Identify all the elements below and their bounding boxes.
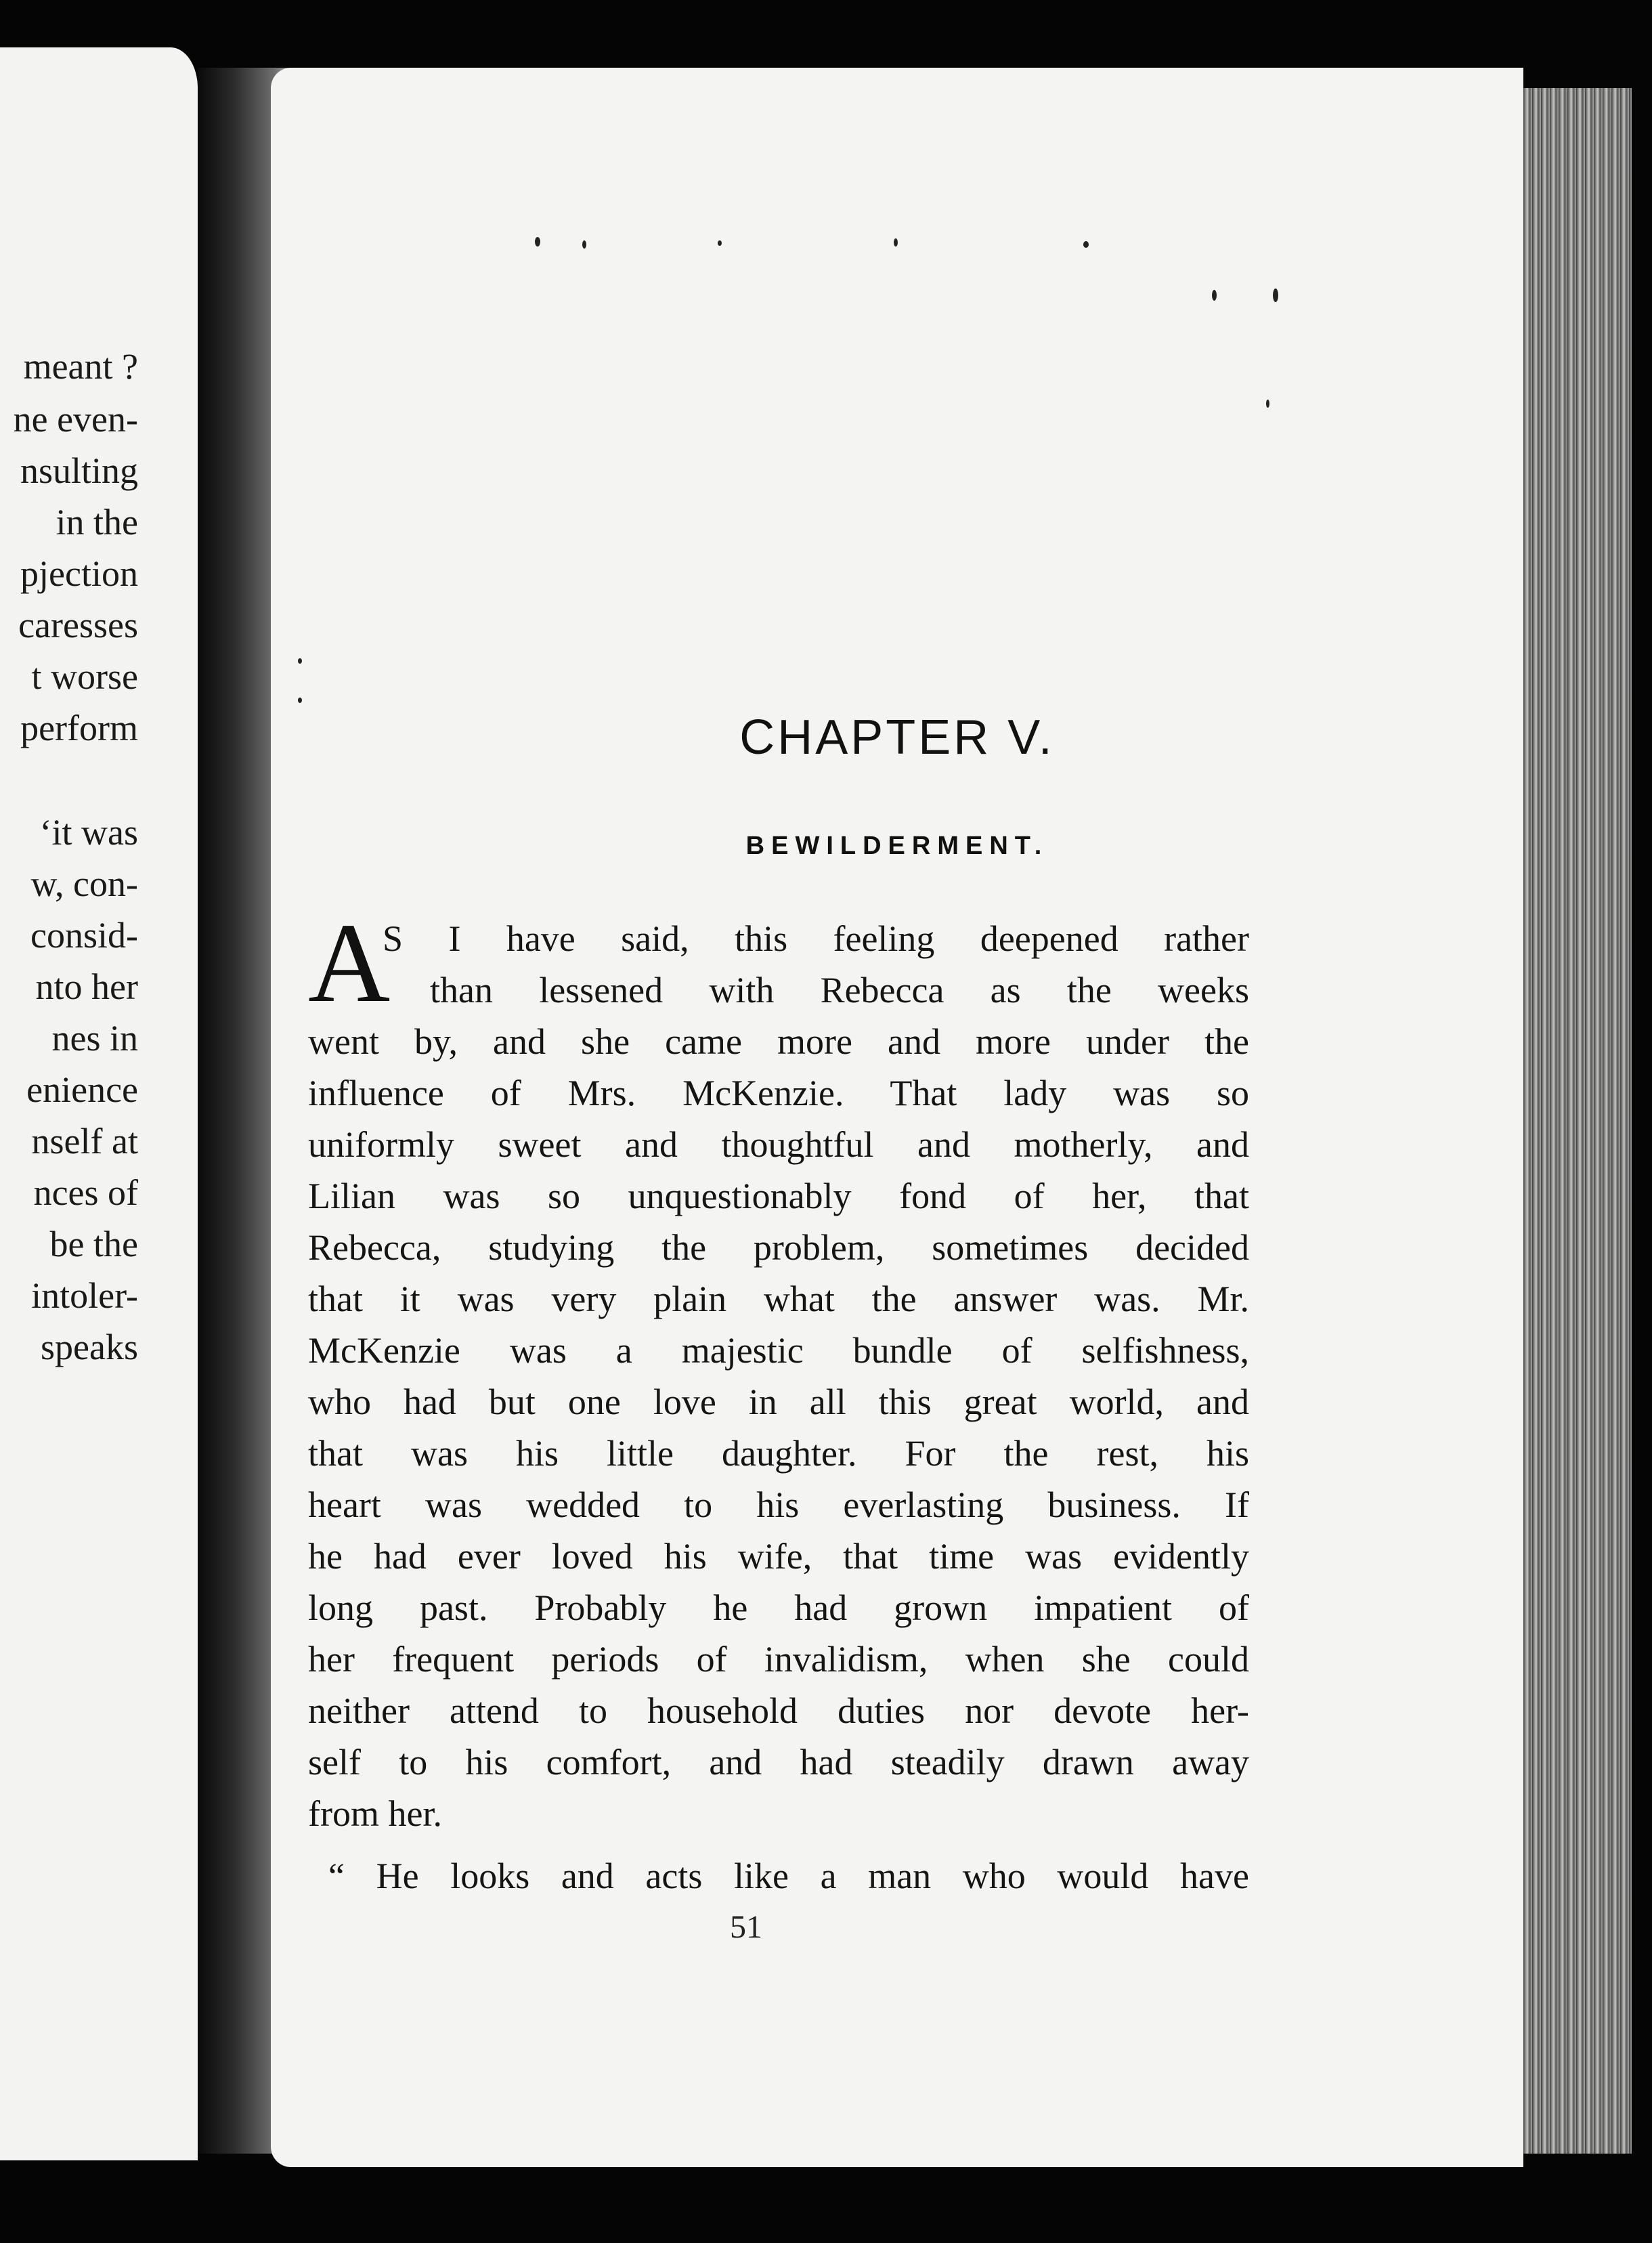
body-line: he had ever loved his wife, that time was evidently bbox=[308, 1536, 1249, 1577]
chapter-subtitle: BEWILDERMENT. bbox=[745, 832, 1049, 860]
chapter-title: CHAPTER V. bbox=[739, 710, 1055, 765]
body-line: that was his little daughter. For the rest, his bbox=[308, 1433, 1249, 1474]
page-number: 51 bbox=[730, 1909, 762, 1945]
bleed-through-speck bbox=[1266, 400, 1269, 408]
bleed-through-speck bbox=[535, 237, 540, 247]
bleed-through-speck bbox=[1273, 289, 1278, 302]
body-line: McKenzie was a majestic bundle of selfishness, bbox=[308, 1330, 1249, 1371]
left-page-line: enience bbox=[26, 1069, 138, 1110]
left-page-line: be the bbox=[49, 1224, 138, 1264]
bleed-through-speck bbox=[582, 240, 586, 249]
body-line: who had but one love in all this great world, and bbox=[308, 1382, 1249, 1422]
bleed-through-speck bbox=[298, 658, 302, 664]
body-line: “ He looks and acts like a man who would have bbox=[328, 1856, 1249, 1896]
page-fore-edge bbox=[1523, 88, 1632, 2154]
body-line: than lessened with Rebecca as the weeks bbox=[430, 970, 1249, 1010]
left-page-line: t worse bbox=[31, 656, 138, 697]
left-page-line: speaks bbox=[41, 1327, 138, 1367]
body-line: S I have said, this feeling deepened rather bbox=[383, 918, 1249, 959]
left-page-line: caresses bbox=[18, 605, 138, 645]
left-page-line: ‘it was bbox=[39, 812, 138, 853]
left-page-line: nes in bbox=[51, 1018, 138, 1059]
body-line: neither attend to household duties nor devote her- bbox=[308, 1690, 1249, 1731]
left-page-line: consid- bbox=[30, 915, 138, 956]
left-page-line: nsulting bbox=[20, 450, 138, 491]
drop-cap: A bbox=[308, 900, 391, 1026]
body-line: heart was wedded to his everlasting business. If bbox=[308, 1484, 1249, 1525]
body-line: Lilian was so unquestionably fond of her, that bbox=[308, 1176, 1249, 1216]
body-line: uniformly sweet and thoughtful and motherly, and bbox=[308, 1124, 1249, 1165]
left-page-line: ne even- bbox=[13, 399, 138, 440]
body-line: Rebecca, studying the problem, sometimes decided bbox=[308, 1227, 1249, 1268]
bleed-through-speck bbox=[1083, 241, 1089, 248]
left-page-line: in the bbox=[56, 502, 138, 542]
left-page-line: nces of bbox=[33, 1172, 138, 1213]
left-page-line: w, con- bbox=[30, 863, 138, 904]
body-line: self to his comfort, and had steadily drawn away bbox=[308, 1742, 1249, 1782]
left-page-line: pjection bbox=[20, 553, 138, 594]
body-line: went by, and she came more and more under the bbox=[308, 1021, 1249, 1062]
left-page-line: nto her bbox=[35, 966, 138, 1007]
bleed-through-speck bbox=[1212, 290, 1217, 301]
left-page-line: nself at bbox=[31, 1121, 138, 1161]
body-line: from her. bbox=[308, 1793, 442, 1834]
body-line: that it was very plain what the answer was. Mr. bbox=[308, 1279, 1249, 1319]
left-page-line: intoler- bbox=[31, 1275, 138, 1316]
left-page-line: perform bbox=[20, 708, 138, 748]
body-line: long past. Probably he had grown impatient of bbox=[308, 1587, 1249, 1628]
body-line: her frequent periods of invalidism, when she could bbox=[308, 1639, 1249, 1680]
bleed-through-speck bbox=[894, 238, 898, 247]
bleed-through-speck bbox=[298, 698, 302, 703]
left-page-line: meant ? bbox=[23, 346, 138, 387]
previous-page bbox=[0, 47, 198, 2160]
body-line: influence of Mrs. McKenzie. That lady was so bbox=[308, 1073, 1249, 1113]
bleed-through-speck bbox=[718, 240, 722, 246]
